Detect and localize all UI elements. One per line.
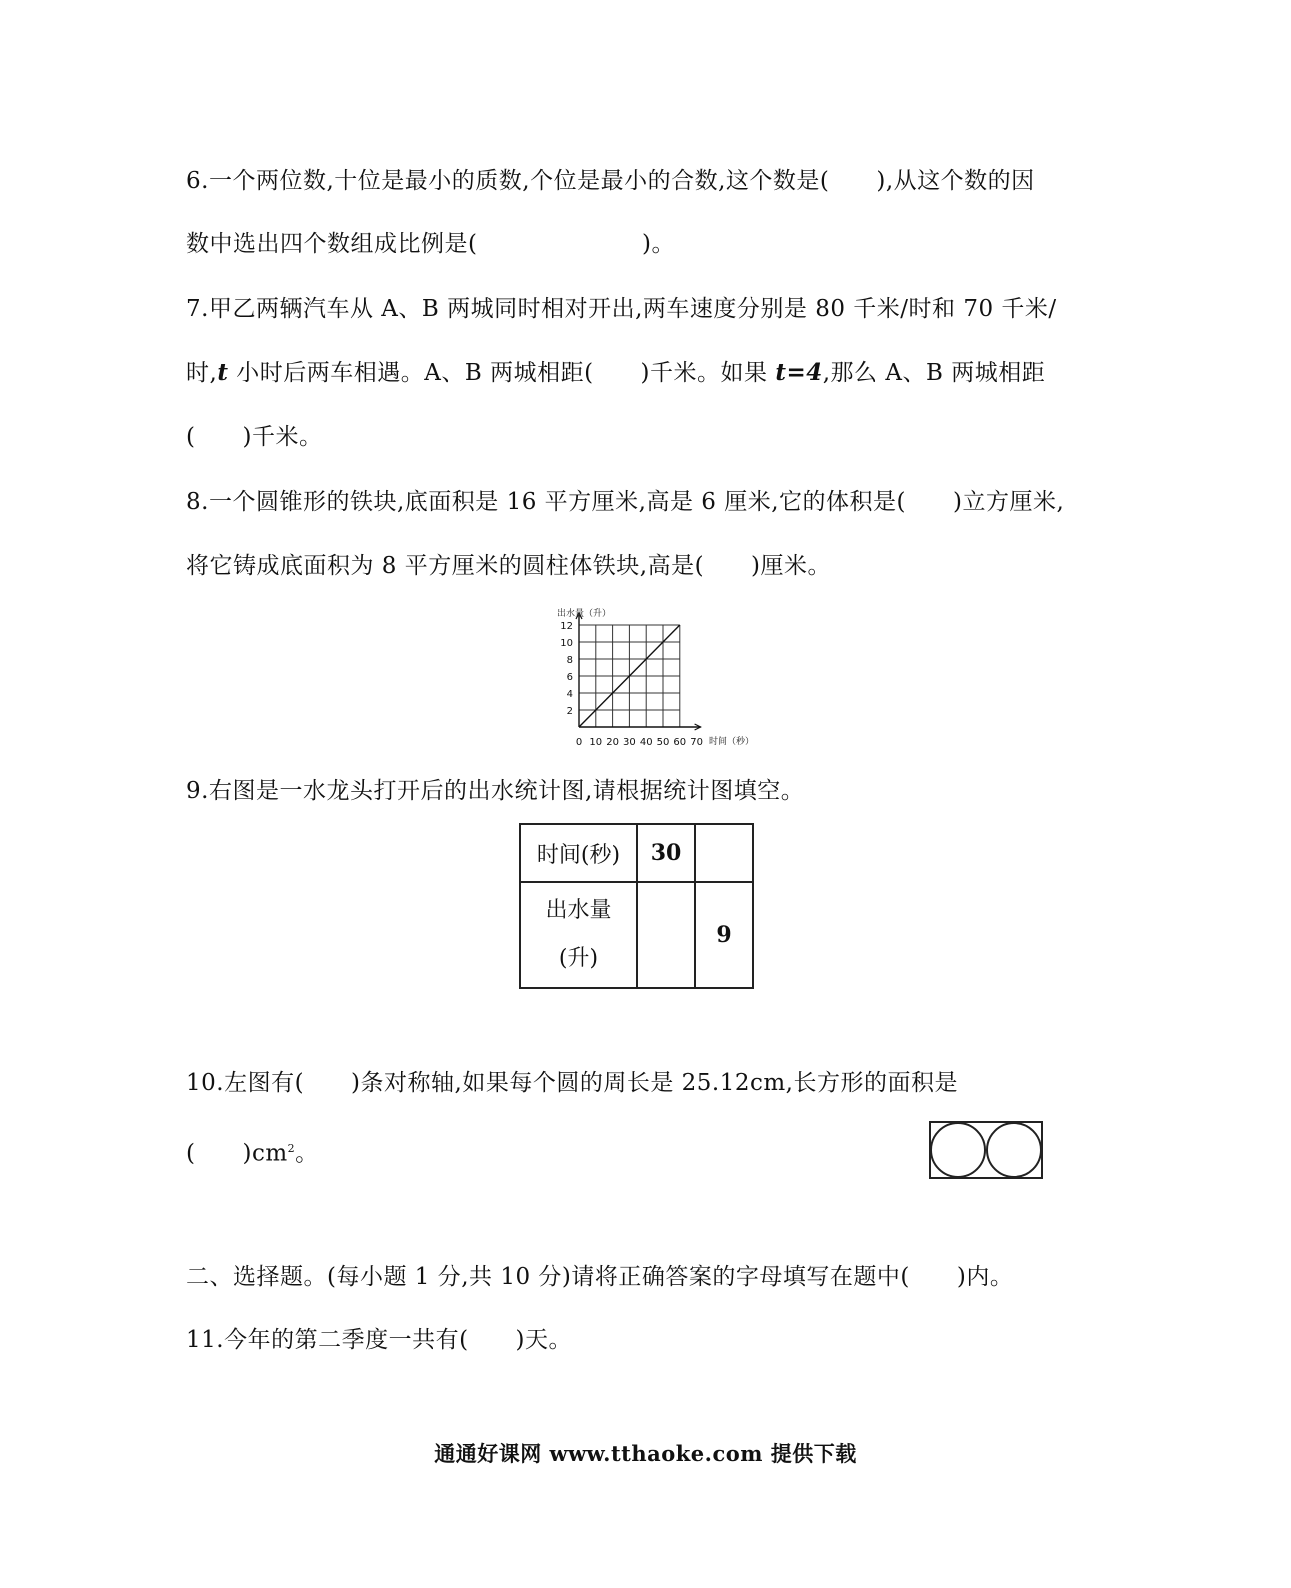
x-tick-label: 30: [623, 737, 636, 748]
y-tick-label: 6: [566, 672, 573, 683]
x-tick-label: 20: [606, 737, 619, 748]
q6-line-1: 6.一个两位数,十位是最小的质数,个位是最小的合数,这个数是( ),从这个数的因: [186, 168, 1035, 194]
q9-text: 9.右图是一水龙头打开后的出水统计图,请根据统计图填空。: [186, 778, 805, 804]
two-circles-rectangle-figure: [928, 1120, 1044, 1180]
y-tick-label: 4: [566, 689, 573, 700]
x-tick-label: 60: [673, 737, 687, 748]
q10-line-2: [186, 1134, 319, 1169]
table-row: [520, 882, 753, 988]
table-cell: 9: [695, 882, 753, 988]
y-tick-label: 2: [566, 706, 573, 717]
q7-variable-t: t: [217, 359, 229, 386]
q7-line-2: [186, 358, 1045, 388]
x-tick-label: 0: [575, 737, 583, 748]
figure-circle-left: [931, 1123, 985, 1177]
y-tick-label: 8: [566, 655, 573, 666]
q7-line-2-start: 时,: [186, 360, 218, 386]
y-tick-label: 12: [560, 621, 573, 632]
table-cell: [637, 882, 695, 988]
q11-text: 11.今年的第二季度一共有( )天。: [186, 1327, 573, 1353]
chart-axes: [576, 613, 701, 730]
section2-heading: 二、选择题。(每小题 1 分,共 10 分)请将正确答案的字母填写在题中( )内。: [186, 1264, 1014, 1290]
table-cell: 30: [637, 824, 695, 882]
table-header-water-line-1: 出水量: [545, 898, 612, 923]
table-header-time: 时间(秒): [520, 824, 637, 882]
q7-line-2-middle: 小时后两车相遇。A、B 两城相距( )千米。如果: [236, 360, 768, 386]
x-tick-label: 40: [639, 737, 653, 748]
q10-line-2-start: ( )cm: [186, 1140, 288, 1167]
q8-line-1: 8.一个圆锥形的铁块,底面积是 16 平方厘米,高是 6 厘米,它的体积是( )立方厘米,: [186, 489, 1065, 515]
q10-superscript: 2: [287, 1142, 296, 1155]
chart-y-axis-label: 出水量（升）: [557, 609, 612, 619]
q6-line-2: 数中选出四个数组成比例是( )。: [186, 231, 675, 257]
table-row: [520, 824, 753, 882]
chart-ticks: [560, 621, 703, 748]
x-tick-label: 50: [656, 737, 670, 748]
table-header-water-line-2: (升): [558, 946, 599, 971]
q7-t-equals: t=4: [775, 359, 823, 386]
q7-line-1: 7.甲乙两辆汽车从 A、B 两城同时相对开出,两车速度分别是 80 千米/时和 70 千米/: [186, 296, 1057, 322]
figure-circle-right: [987, 1123, 1041, 1177]
chart-x-axis-label: 时间（秒）: [709, 737, 755, 747]
q7-line-3: ( )千米。: [186, 424, 323, 450]
q10-line-2-end: 。: [295, 1140, 319, 1167]
x-tick-label: 70: [690, 737, 703, 748]
water-output-chart: [545, 603, 770, 753]
q9-table: [519, 823, 754, 989]
q8-line-2: 将它铸成底面积为 8 平方厘米的圆柱体铁块,高是( )厘米。: [186, 553, 832, 579]
footer-text: 通通好课网 www.tthaoke.com 提供下载: [434, 1441, 857, 1466]
x-tick-label: 10: [589, 737, 603, 748]
table-header-water: [520, 882, 637, 988]
table-cell: [695, 824, 753, 882]
y-tick-label: 10: [560, 638, 573, 649]
q10-line-1: 10.左图有( )条对称轴,如果每个圆的周长是 25.12cm,长方形的面积是: [186, 1070, 958, 1096]
q7-line-2-end: ,那么 A、B 两城相距: [822, 360, 1046, 386]
